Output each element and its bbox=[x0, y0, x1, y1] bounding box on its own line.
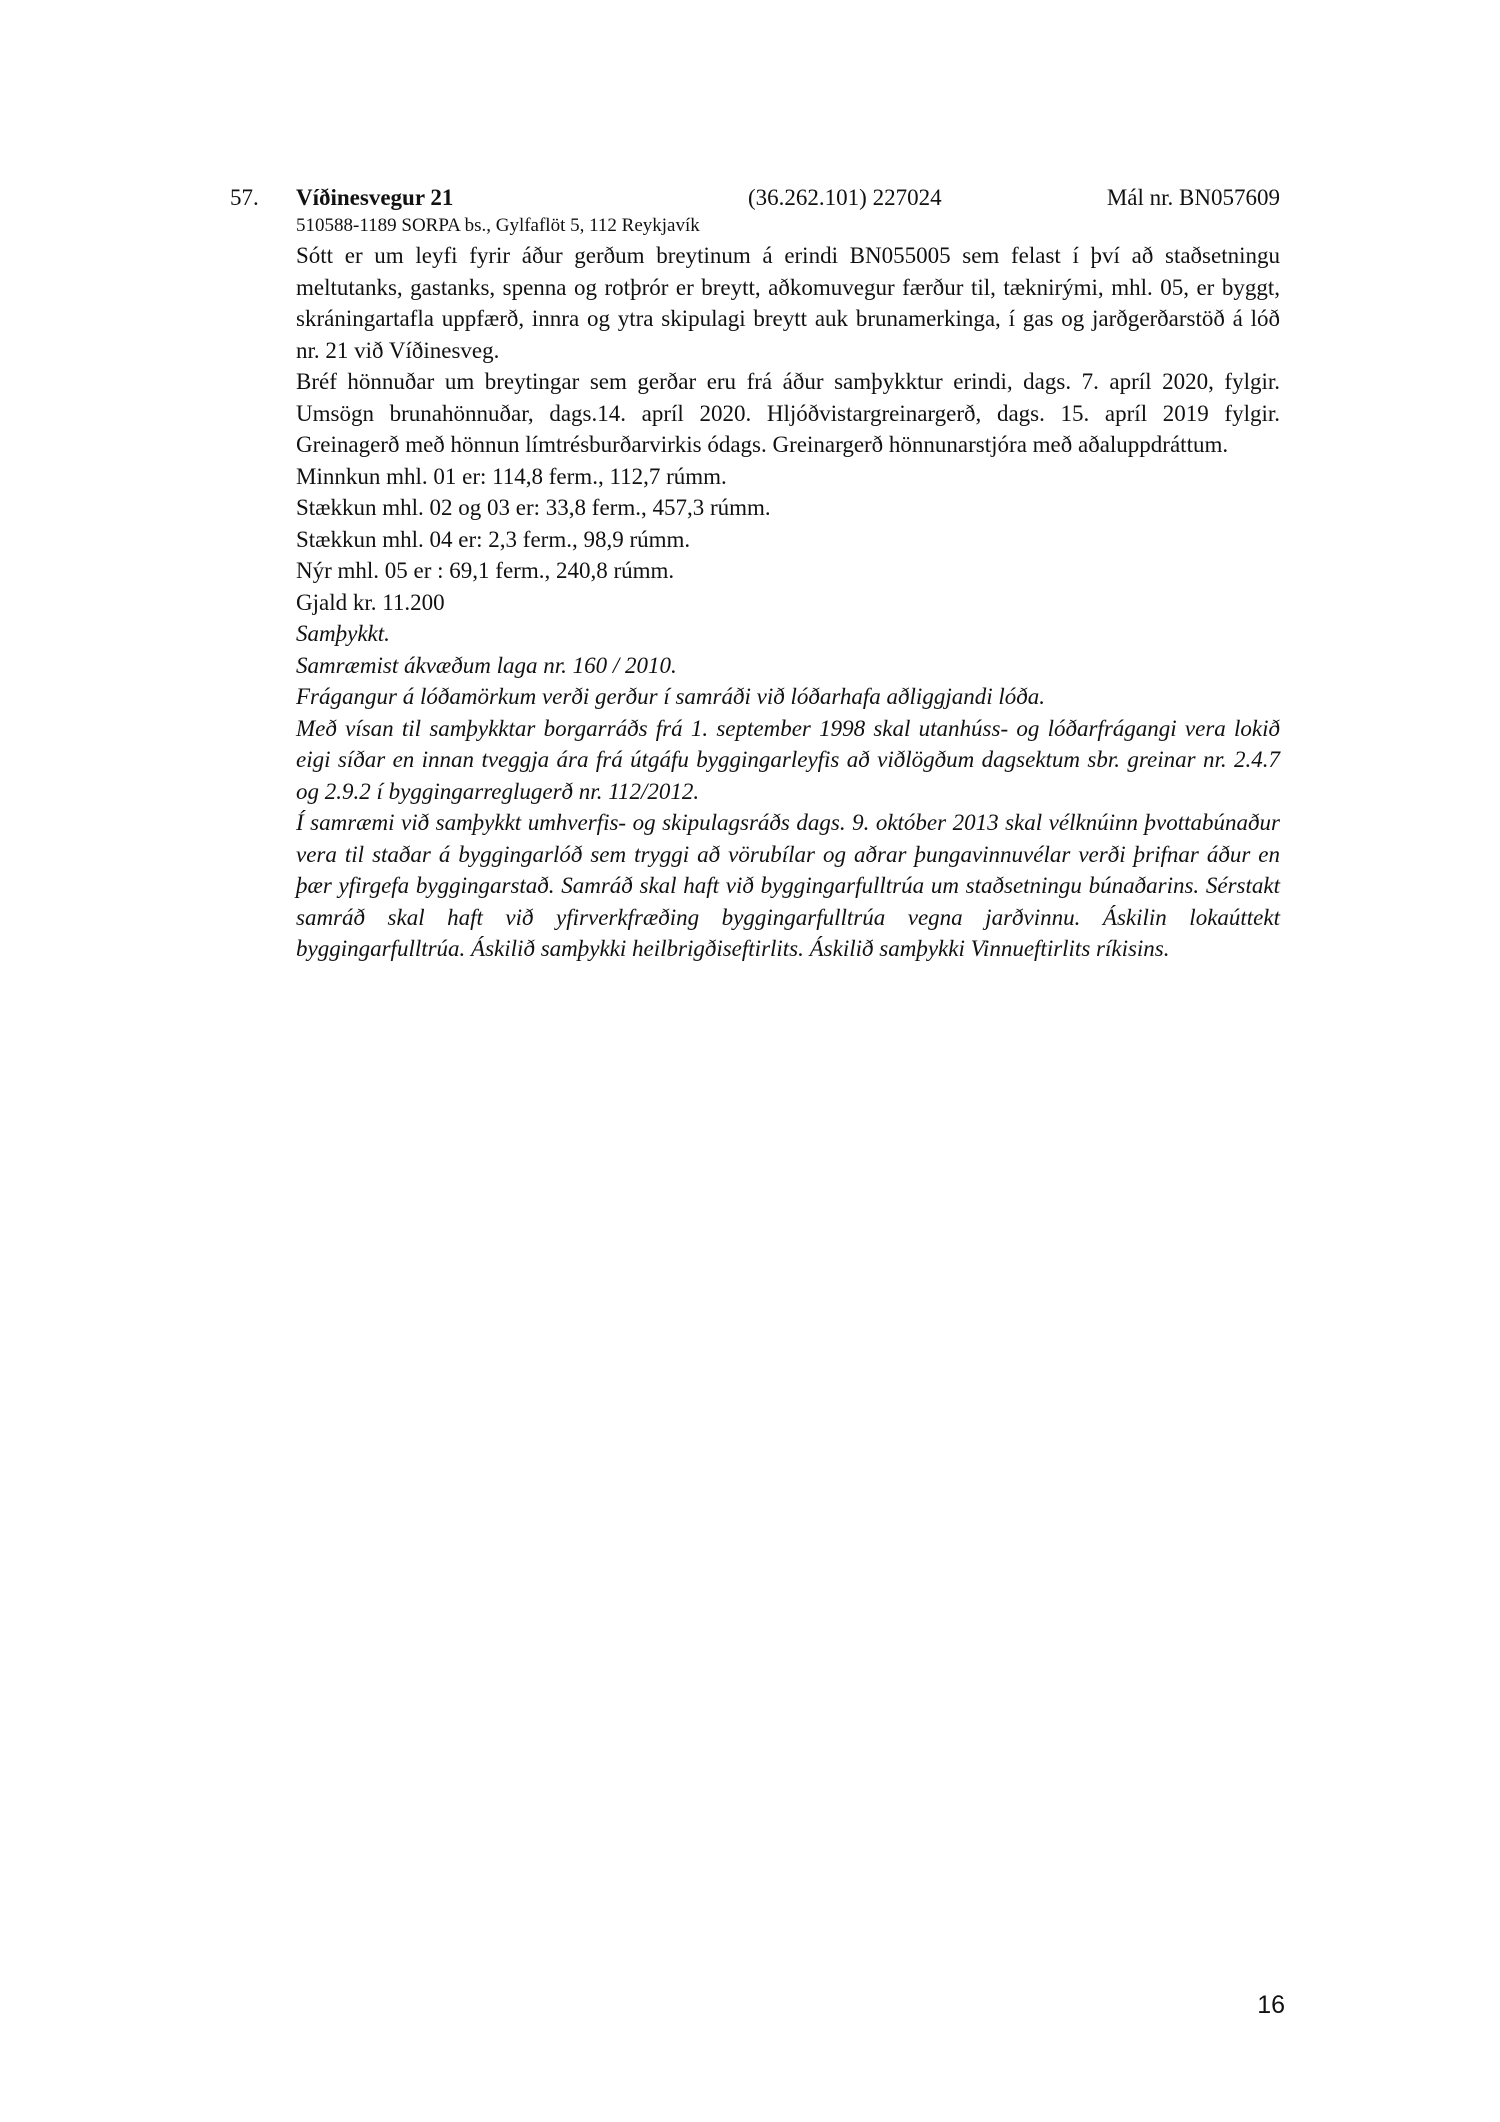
case-number: Mál nr. BN057609 bbox=[1106, 185, 1280, 210]
area-change-line: Stækkun mhl. 02 og 03 er: 33,8 ferm., 457,3 rúmm. bbox=[296, 495, 771, 520]
entry-header bbox=[230, 183, 1280, 213]
area-change-line: Nýr mhl. 05 er : 69,1 ferm., 240,8 rúmm. bbox=[296, 558, 675, 583]
decision-boundary-finishing: Frágangur á lóðamörkum verði gerður í samráði við lóðarhafa aðliggjandi lóða. bbox=[296, 684, 1045, 709]
page-number: 16 bbox=[1257, 1991, 1285, 2019]
area-change-line: Stækkun mhl. 04 er: 2,3 ferm., 98,9 rúmm. bbox=[296, 526, 691, 552]
condition-washing-equipment: Í samræmi við samþykkt umhverfis- og skipulagsráðs dags. 9. október 2013 skal vélknúinn þvottabúnaður vera til staðar á byggingarlóð sem tryggi að vörubílar og aðrar þungavinnuvélar verði þrifnar áður en þær yfirgefa byggingarstað. Samráð skal haft við byggingarfulltrúa um staðsetningu búnaðarins. Sérstakt samráð skal haft við yfirverkfræðing byggingarfulltrúa vegna jarðvinnu. Áskilin lokaúttekt byggingarfulltrúa. Áskilið samþykki heilbrigðiseftirlits. Áskilið samþykki Vinnueftirlits ríkisins. bbox=[296, 810, 1280, 961]
entry-title: Víðinesvegur 21 bbox=[296, 185, 454, 210]
condition-finishing-deadline: Með vísan til samþykktar borgarráðs frá 1. september 1998 skal utanhúss- og lóðarfrágangi vera lokið eigi síðar en innan tveggja ára frá útgáfu byggingarleyfis að viðlögðum dagsektum sbr. greinar nr. 2.4.7 og 2.9.2 í byggingarreglugerð nr. 112/2012. bbox=[296, 715, 1280, 804]
entry-body bbox=[296, 240, 1280, 965]
application-description: Sótt er um leyfi fyrir áður gerðum breytinum á erindi BN055005 sem felast í því að staðsetningu meltutanks, gastanks, spenna og rotþrór er breytt, aðkomuvegur færður til, tæknirými, mhl. 05, er byggt, skráningartafla uppfærð, innra og ytra skipulagi breytt auk brunamerkinga, í gas og jarðgerðarstöð á lóð nr. 21 við Víðinesveg. bbox=[296, 243, 1280, 363]
decision-law-compliance: Samræmist ákvæðum laga nr. 160 / 2010. bbox=[296, 652, 677, 678]
area-change-line: Minnkun mhl. 01 er: 114,8 ferm., 112,7 rúmm. bbox=[296, 463, 727, 489]
fee-line: Gjald kr. 11.200 bbox=[296, 589, 445, 615]
attachments-paragraph: Bréf hönnuðar um breytingar sem gerðar eru frá áður samþykktur erindi, dags. 7. apríl 2020, fylgir. Umsögn brunahönnuðar, dags.14. apríl 2020. Hljóðvistargreinargerð, dags. 15. apríl 2019 fylgir. Greinagerð með hönnun límtrésburðarvirkis ódags. Greinargerð hönnunarstjóra með aðaluppdráttum. bbox=[296, 369, 1280, 457]
decision-approved: Samþykkt. bbox=[296, 621, 390, 646]
property-reference: (36.262.101) 227024 bbox=[748, 185, 942, 210]
applicant: 510588-1189 SORPA bs., Gylfaflöt 5, 112 Reykjavík bbox=[296, 215, 700, 236]
entry-number: 57. bbox=[230, 185, 259, 210]
